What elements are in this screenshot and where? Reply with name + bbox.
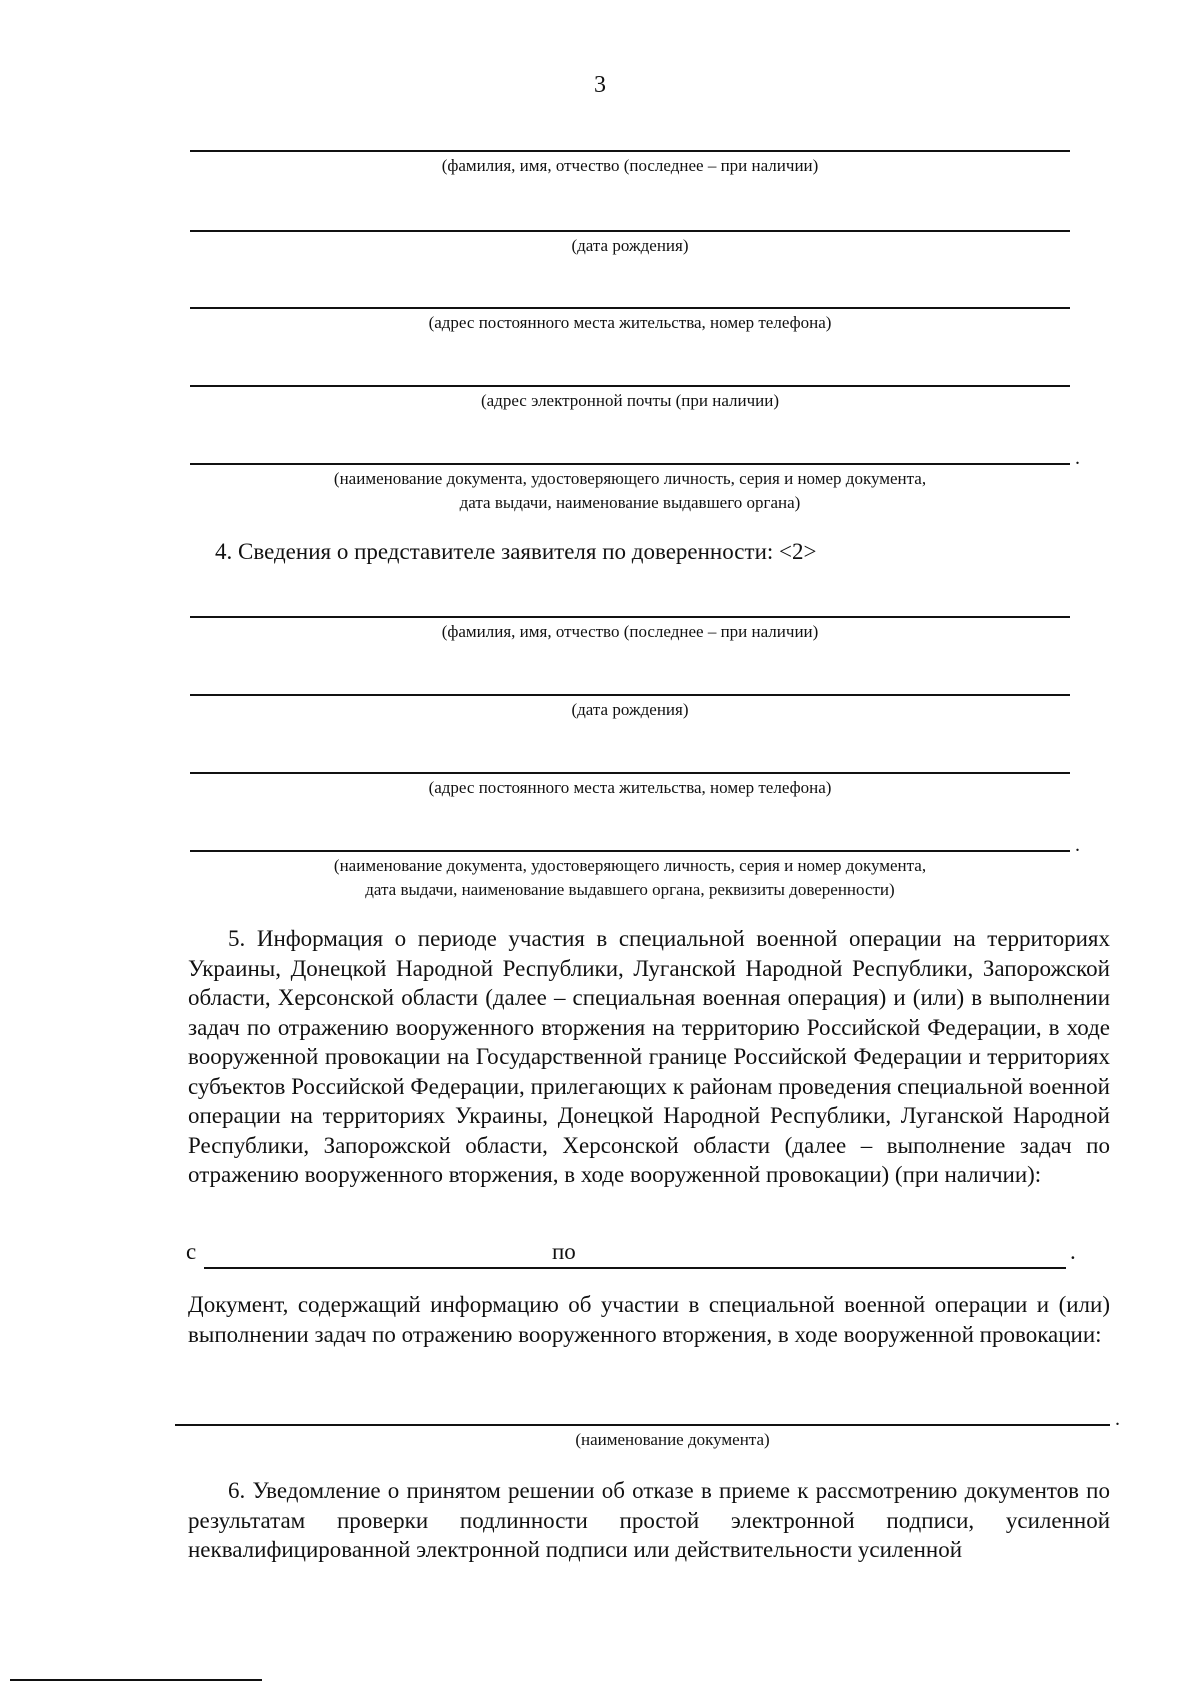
field-end-dot: . xyxy=(1075,447,1080,469)
document-info-text: Документ, содержащий информацию об участии в специальной военной операции и (или) выполнении задач по отражению вооруженного вторжения, в ходе вооруженной провокации: xyxy=(188,1292,1110,1347)
page-number: 3 xyxy=(594,72,606,98)
field-caption: (адрес электронной почты (при наличии) xyxy=(480,391,780,410)
input-line xyxy=(190,463,1070,465)
period-from-label: с xyxy=(186,1239,197,1264)
input-line xyxy=(190,772,1070,774)
input-line xyxy=(175,1424,1110,1426)
field-caption: (наименование документа) xyxy=(575,1430,770,1449)
field-caption: (адрес постоянного места жительства, номер телефона) xyxy=(428,313,832,332)
rep-full-name-field[interactable] xyxy=(190,616,1070,644)
input-line xyxy=(190,850,1070,852)
field-caption-line1: (наименование документа, удостоверяющего личность, серия и номер документа, xyxy=(333,856,927,875)
field-end-dot: . xyxy=(1075,834,1080,856)
footnote-separator xyxy=(10,1679,262,1681)
field-caption: (адрес постоянного места жительства, номер телефона) xyxy=(428,778,832,797)
input-line xyxy=(190,150,1070,152)
section-6-text: 6. Уведомление о принятом решении об отказе в приеме к рассмотрению документов по результатам проверки подлинности простой электронной подписи, усиленной неквалифицированной электронной подписи или действительности усиленной xyxy=(188,1478,1110,1562)
applicant-birth-date-field[interactable] xyxy=(190,230,1070,258)
field-caption-line2: дата выдачи, наименование выдавшего органа) xyxy=(459,493,801,512)
rep-birth-date-field[interactable] xyxy=(190,694,1070,722)
input-line xyxy=(190,694,1070,696)
applicant-full-name-field[interactable] xyxy=(190,150,1070,178)
field-caption: (дата рождения) xyxy=(571,700,689,719)
field-caption-line2: дата выдачи, наименование выдавшего органа, реквизиты доверенности) xyxy=(365,880,895,899)
input-line xyxy=(190,385,1070,387)
field-caption: (фамилия, имя, отчество (последнее – при наличии) xyxy=(441,156,819,175)
period-to-input[interactable] xyxy=(586,1267,1066,1269)
applicant-address-field[interactable] xyxy=(190,307,1070,335)
applicant-email-field[interactable] xyxy=(190,385,1070,413)
field-end-dot: . xyxy=(1115,1408,1120,1430)
input-line xyxy=(190,616,1070,618)
period-row xyxy=(186,1239,1086,1275)
field-caption-line1: (наименование документа, удостоверяющего личность, серия и номер документа, xyxy=(333,469,927,488)
applicant-id-document-field[interactable] xyxy=(190,447,1080,515)
period-end-dot: . xyxy=(1070,1239,1076,1264)
input-line xyxy=(190,230,1070,232)
rep-id-document-field[interactable] xyxy=(190,834,1080,902)
document-name-field[interactable] xyxy=(175,1408,1120,1452)
field-caption: (дата рождения) xyxy=(571,236,689,255)
period-to-label: по xyxy=(552,1239,576,1264)
input-line xyxy=(190,307,1070,309)
section-4-heading: 4. Сведения о представителе заявителя по доверенности: <2> xyxy=(215,539,817,564)
rep-address-field[interactable] xyxy=(190,772,1070,800)
section-5-text: 5. Информация о периоде участия в специальной военной операции на территориях Украины, Донецкой Народной Республики, Луганской Народной Республики, Запорожской области, Херсонской области (далее – специальная военная операция) и (или) в выполнении задач по отражению вооруженного вторжения на территорию Российской Федерации, в ходе вооруженной провокации на Государственной границе Российской Федерации и территориях субъектов Российской Федерации, прилегающих к районам проведения специальной военной операции на территориях Украины, Донецкой Народной Республики, Луганской Народной Республики, Запорожской области, Херсонской области (далее – выполнение задач по отражению вооруженного вторжения, в ходе вооруженной провокации) (при наличии): xyxy=(188,926,1110,1187)
field-caption: (фамилия, имя, отчество (последнее – при наличии) xyxy=(441,622,819,641)
